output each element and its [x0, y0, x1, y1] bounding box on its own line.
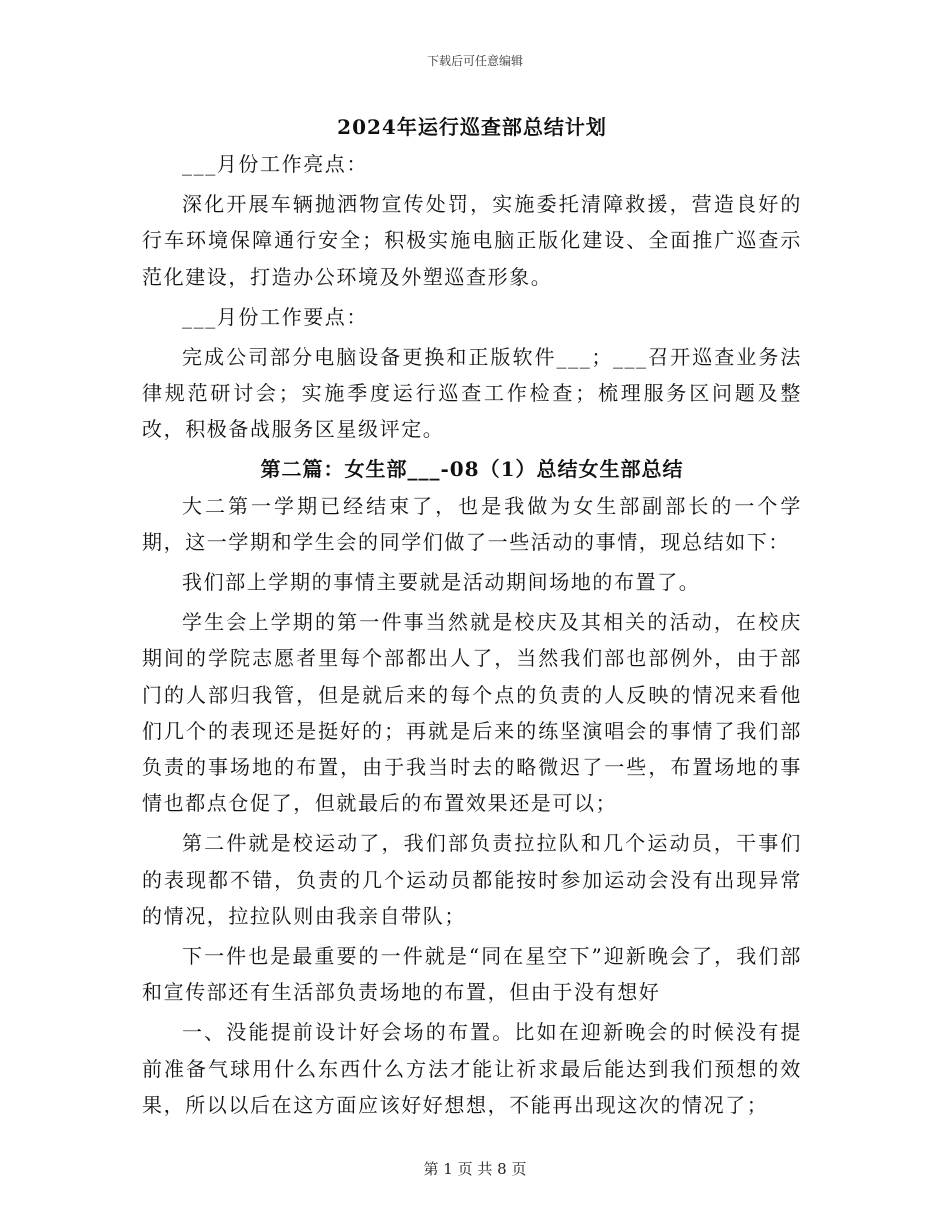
page-number: 第 1 页 共 8 页	[423, 1160, 527, 1178]
paragraph: 我们部上学期的事情主要就是活动期间场地的布置了。	[182, 570, 701, 595]
paragraph: 下一件也是最重要的一件就是“同在星空下”迎新晚会了，我们部和宣传部还有生活部负责场地的布置，但由于没有想好	[142, 944, 802, 1005]
paragraph: 完成公司部分电脑设备更换和正版软件___；___召开巡查业务法律规范研讨会；实施季度运行巡查工作检查；梳理服务区问题及整改，积极备战服务区星级评定。	[142, 345, 802, 442]
paragraph: 大二第一学期已经结束了，也是我做为女生部副部长的一个学期，这一学期和学生会的同学们做了一些活动的事情，现总结如下：	[142, 493, 802, 554]
paragraph: 深化开展车辆抛洒物宣传处罚，实施委托清障救援，营造良好的行车环境保障通行安全；积极实施电脑正版化建设、全面推广巡查示范化建设，打造办公环境及外塑巡查形象。	[142, 192, 802, 289]
document-title: 2024年运行巡查部总结计划	[337, 115, 607, 139]
document-body	[142, 110, 802, 1127]
header-note: 下载后可任意编辑	[426, 54, 523, 68]
paragraph: ___月份工作要点：	[182, 304, 368, 329]
paragraph: 一、没能提前设计好会场的布置。比如在迎新晚会的时候没有提前准备气球用什么东西什么方法才能让祈求最后能达到我们预想的效果，所以以后在这方面应该好好想想，不能再出现这次的情况了；	[142, 1020, 802, 1117]
section-title: 第二篇：女生部___-08（1）总结女生部总结	[260, 456, 684, 481]
paragraph: 第二件就是校运动了，我们部负责拉拉队和几个运动员，干事们的表现都不错，负责的几个运动员都能按时参加运动会没有出现异常的情况，拉拉队则由我亲自带队；	[142, 831, 802, 928]
paragraph: ___月份工作亮点：	[182, 152, 368, 176]
paragraph: 学生会上学期的第一件事当然就是校庆及其相关的活动，在校庆期间的学院志愿者里每个部都出人了，当然我们部也部例外，由于部门的人部归我管，但是就后来的每个点的负责的人反映的情况来看他们几个的表现还是挺好的；再就是后来的练坚演唱会的事情了我们部负责的事场地的布置，由于我当时去的略微迟了一些，布置场地的事情也都点仓促了，但就最后的布置效果还是可以；	[142, 610, 802, 816]
